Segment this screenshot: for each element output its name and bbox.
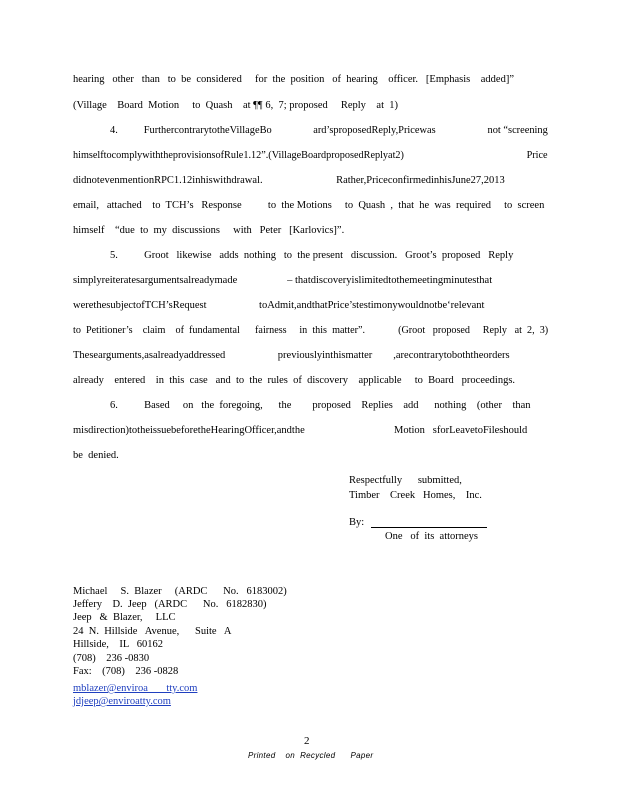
recycled-paper-note: Printed on Recycled Paper (248, 751, 374, 760)
body-line: be denied. (73, 450, 119, 461)
body-line: 6. Based on the foregoing, the proposed Replies add nothing (other than (110, 400, 531, 411)
attorney-line: Jeep & Blazer, LLC (73, 612, 176, 623)
body-line: misdirection)totheissuebeforetheHearingOfficer,andthe Motion sforLeavetoFileshould (73, 425, 528, 436)
body-line: werethesubjectofTCH’sRequest toAdmit,andthatPrice’stestimonywouldnotbe‘relevant (73, 300, 485, 311)
page-number: 2 (304, 735, 310, 747)
email-link-blazer[interactable]: mblazer@enviroa tty.com (73, 683, 198, 694)
body-line: 4. FurthercontrarytotheVillageBo ard’sproposedReply,Pricewas not “screening (110, 125, 548, 136)
body-line: hearing other than to be considered for the position of hearing officer. [Emphasis added]” (73, 74, 514, 85)
signature-company: Timber Creek Homes, Inc. (349, 490, 482, 501)
body-line: himself “due to my discussions with Peter [Karlovics]”. (73, 225, 345, 236)
signature-closing: Respectfully submitted, (349, 475, 462, 486)
attorney-line: Jeffery D. Jeep (ARDC No. 6182830) (73, 599, 267, 610)
signature-line (371, 527, 487, 528)
body-line: didnotevenmentionRPC1.12inhiswithdrawal. Rather,PriceconfirmedinhisJune27,2013 (73, 175, 505, 186)
body-line: email, attached to TCH’s Response to the Motions to Quash , that he was required to screen (73, 200, 545, 211)
attorney-line: (708) 236 -0830 (73, 653, 150, 664)
attorney-line: Hillside, IL 60162 (73, 639, 164, 650)
body-line: Thesearguments,asalreadyaddressed previouslyinthismatter ,arecontrarytoboththeorders (73, 350, 510, 361)
body-line: 5. Groot likewise adds nothing to the present discussion. Groot’s proposed Reply (110, 250, 514, 261)
body-line: (Village Board Motion to Quash at ¶¶ 6, 7; proposed Reply at 1) (73, 100, 399, 111)
attorney-line: Michael S. Blazer (ARDC No. 6183002) (73, 586, 287, 597)
attorney-line: Fax: (708) 236 -0828 (73, 666, 179, 677)
body-line: already entered in this case and to the rules of discovery applicable to Board proceedings. (73, 375, 516, 386)
email-link-jeep[interactable]: jdjeep@enviroatty.com (73, 696, 171, 707)
body-line: simplyreiteratesargumentsalreadymade – thatdiscoveryislimitedtothemeetingminutesthat (73, 275, 493, 286)
body-line: himselftocomplywiththeprovisionsofRule1.12”.(VillageBoardproposedReplyat2) Price (73, 150, 548, 161)
signature-role: One of its attorneys (385, 531, 479, 542)
signature-by-label: By: (349, 517, 365, 528)
body-line: to Petitioner’s claim of fundamental fairness in this matter”. (Groot proposed Reply at 2, 3) (73, 325, 549, 336)
attorney-line: 24 N. Hillside Avenue, Suite A (73, 626, 232, 637)
